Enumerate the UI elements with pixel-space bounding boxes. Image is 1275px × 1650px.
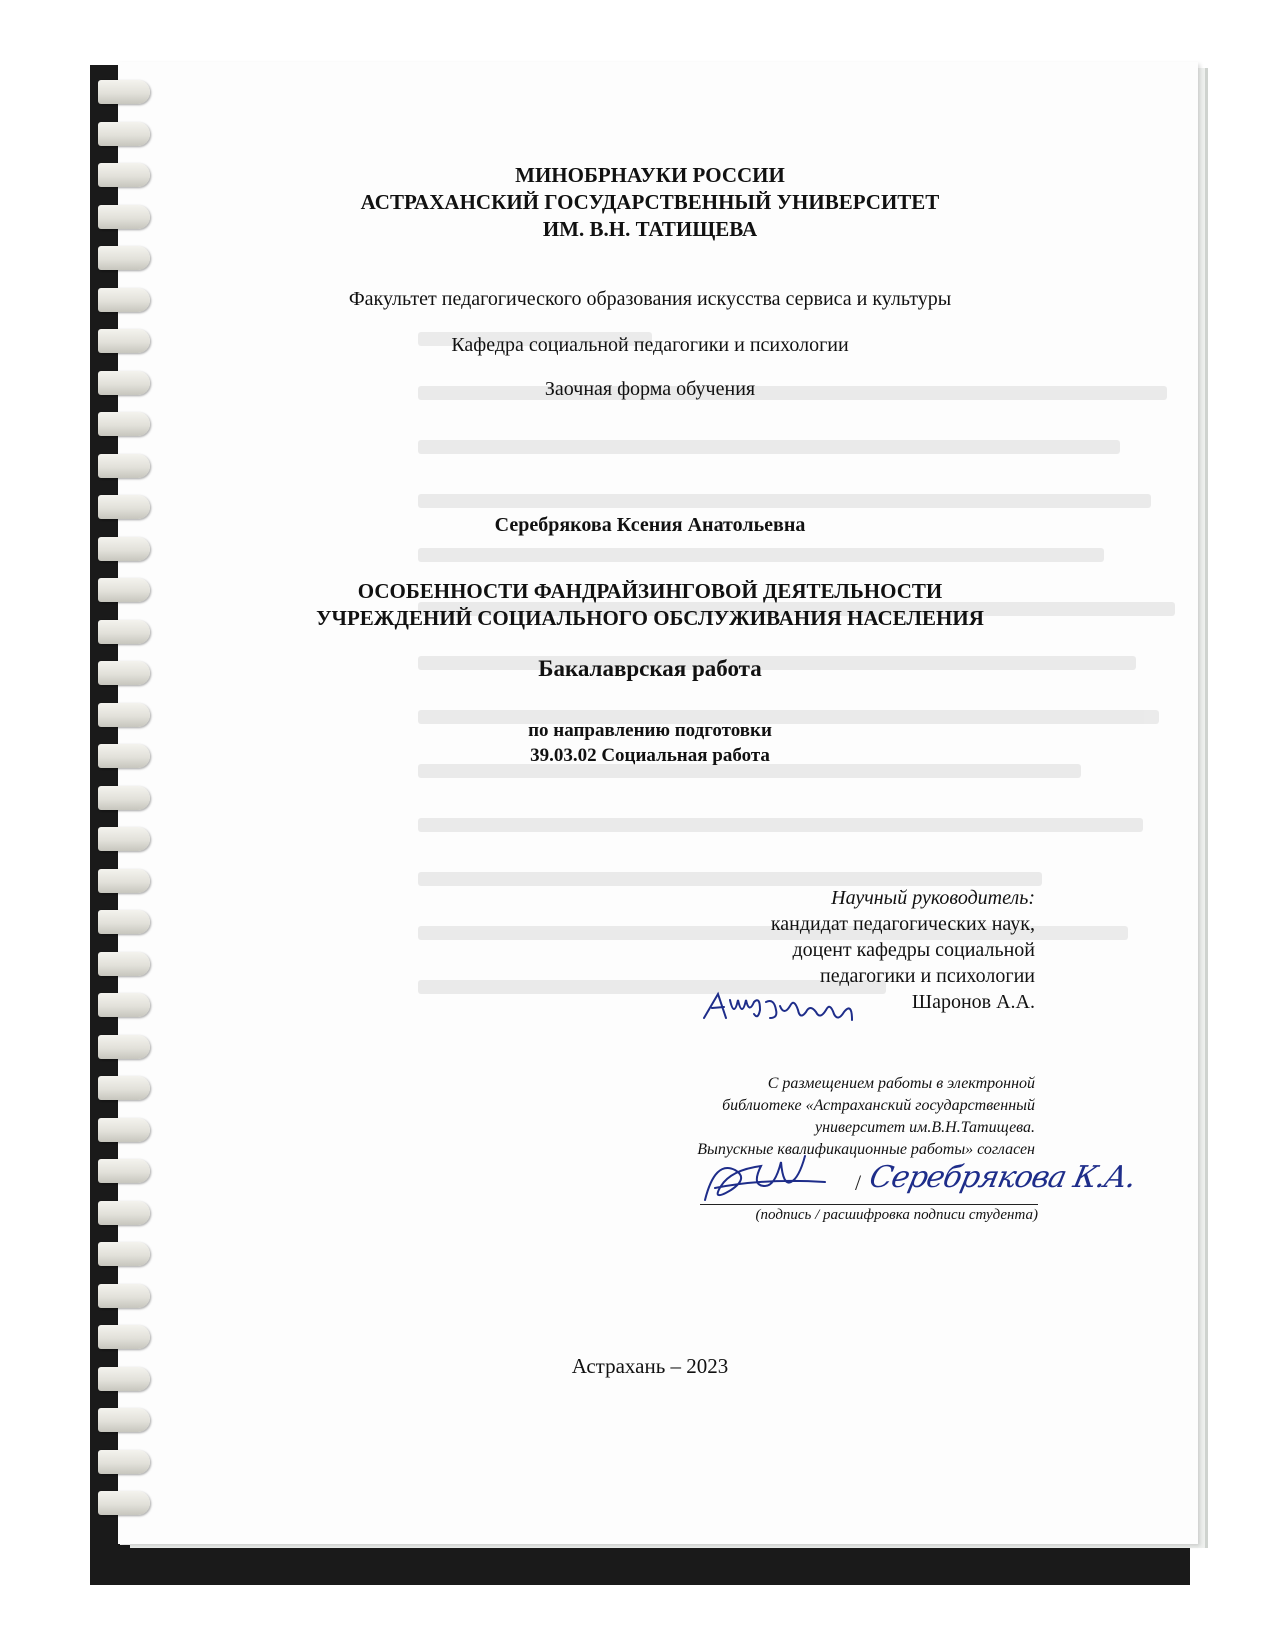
supervisor-position-1: доцент кафедры социальной <box>792 939 1035 961</box>
work-type: Бакалаврская работа <box>538 656 762 681</box>
binding-ring <box>98 205 150 229</box>
binding-ring <box>98 1325 150 1349</box>
library-consent <box>697 1073 1035 1161</box>
binding-ring <box>98 371 150 395</box>
faculty: Факультет педагогического образования искусства сервиса и культуры <box>348 288 952 310</box>
consent-line-4: Выпускные квалификационные работы» согласен <box>697 1141 1035 1158</box>
study-form: Заочная форма обучения <box>544 378 756 400</box>
binding-ring <box>98 80 150 104</box>
binding-ring <box>98 288 150 312</box>
binder-backing-bottom <box>90 1545 1190 1585</box>
consent-line-2: библиотеке «Астраханский государственный <box>722 1097 1035 1114</box>
supervisor-signature <box>700 988 880 1028</box>
binding-ring <box>98 537 150 561</box>
binding-ring <box>98 329 150 353</box>
signature-line <box>700 1204 1038 1205</box>
supervisor-role: Научный руководитель: <box>831 887 1035 909</box>
binding-ring <box>98 1450 150 1474</box>
binding-ring <box>98 246 150 270</box>
binding-ring <box>98 744 150 768</box>
binding-ring <box>98 869 150 893</box>
binding-ring <box>98 454 150 478</box>
supervisor-name: Шаронов А.А. <box>911 991 1035 1013</box>
thesis-title-line-1: ОСОБЕННОСТИ ФАНДРАЙЗИНГОВОЙ ДЕЯТЕЛЬНОСТИ <box>357 579 943 603</box>
binding-ring <box>98 827 150 851</box>
binding-ring <box>98 1159 150 1183</box>
binding-ring <box>98 578 150 602</box>
binding-ring <box>98 1284 150 1308</box>
binding-ring <box>98 122 150 146</box>
signature-caption: (подпись / расшифровка подписи студента) <box>755 1207 1038 1223</box>
binding-ring <box>98 1118 150 1142</box>
binding-ring <box>98 703 150 727</box>
binding-ring <box>98 1201 150 1225</box>
binding-ring <box>98 1367 150 1391</box>
binding-ring <box>98 1076 150 1100</box>
university-name: АСТРАХАНСКИЙ ГОСУДАРСТВЕННЫЙ УНИВЕРСИТЕТ <box>360 190 940 214</box>
institution-header <box>150 162 1150 243</box>
binding-ring <box>98 1408 150 1432</box>
binding-ring <box>98 163 150 187</box>
binding-ring <box>98 412 150 436</box>
binding-ring <box>98 1242 150 1266</box>
signature-separator: / <box>855 1170 862 1195</box>
binding-ring <box>98 1491 150 1515</box>
thesis-title <box>150 578 1150 632</box>
thesis-title-line-2: УЧРЕЖДЕНИЙ СОЦИАЛЬНОГО ОБСЛУЖИВАНИЯ НАСЕЛЕНИЯ <box>316 606 984 630</box>
binding-ring <box>98 661 150 685</box>
binding-ring <box>98 495 150 519</box>
student-signature <box>695 1150 845 1210</box>
consent-line-1: С размещением работы в электронной <box>767 1075 1035 1092</box>
binding-ring <box>98 786 150 810</box>
binding-comb <box>98 72 158 1542</box>
university-honorific: ИМ. В.Н. ТАТИЩЕВА <box>542 217 758 241</box>
direction-code: 39.03.02 Социальная работа <box>530 745 770 766</box>
binding-ring <box>98 952 150 976</box>
title-page <box>118 62 1198 1544</box>
binding-ring <box>98 993 150 1017</box>
city-year: Астрахань – 2023 <box>571 1354 729 1378</box>
binding-ring <box>98 910 150 934</box>
supervisor-degree: кандидат педагогических наук, <box>770 913 1035 935</box>
student-handwritten-name: Серебрякова К.А. <box>866 1160 1139 1195</box>
direction <box>150 718 1150 768</box>
supervisor-position-2: педагогики и психологии <box>820 965 1035 987</box>
consent-line-3: университет им.В.Н.Татищева. <box>814 1119 1035 1136</box>
department: Кафедра социальной педагогики и психологии <box>451 334 849 356</box>
binding-ring <box>98 620 150 644</box>
direction-label: по направлению подготовки <box>528 720 772 741</box>
binding-ring <box>98 1035 150 1059</box>
author-name: Серебрякова Ксения Анатольевна <box>494 514 806 536</box>
ministry-name: МИНОБРНАУКИ РОССИИ <box>515 163 785 187</box>
